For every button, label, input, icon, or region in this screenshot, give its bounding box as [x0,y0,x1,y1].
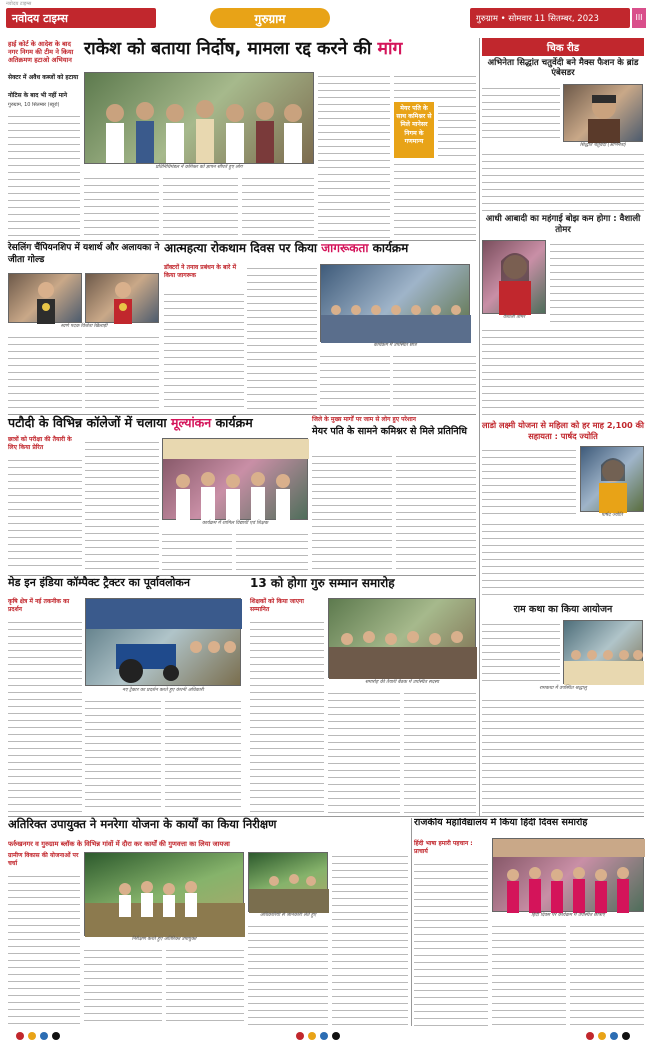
pataudi-caption: कार्यक्रम में शामिल विद्यार्थी एवं शिक्षक [201,521,269,526]
main-photo-illustration [85,73,315,165]
main-callout: मेयर पति के साथ कमिश्नर से मिले मानेसर निगम के गणमान्य [394,102,434,158]
date-line: गुरुग्राम • सोमवार 11 सितम्बर, 2023 [470,8,630,28]
divider-2 [8,414,476,415]
sidebar-divider [479,38,480,816]
suicide-photo-1 [320,264,470,342]
sidebar-story3-body-2 [482,520,644,600]
sidebar-story4-body-1 [482,620,560,684]
divider-1 [8,240,476,241]
left-top-body [8,112,80,238]
tractor-headline: मेड इन इंडिया कॉम्पैक्ट ट्रैक्टर का पूर्वावलोकन [8,576,190,589]
divider-3 [8,575,476,576]
pataudi-col3 [162,530,232,572]
sidebar-story2-head: आधी आबादी का महंगाई बोझ कम होगा : वैशाली तोमर [485,214,641,235]
sidebar-story4-photo [563,620,643,684]
main-photo [84,72,314,164]
mnrega-headline: अतिरिक्त उपायुक्त ने मनरेगा योजना के कार्यों का किया निरीक्षण [8,817,277,831]
suicide-headline-a: आत्महत्या रोकथाम दिवस पर किया [164,241,322,255]
hindi-col1 [414,860,488,1026]
guru-col2 [328,689,400,813]
suicide-sub: डॉक्टरों ने तनाव प्रबंधन के बारे में किया जागरूक [164,264,237,279]
guru-col1 [250,618,324,813]
sports-photo-1 [8,273,82,323]
suicide-col3 [320,352,390,412]
sidebar-story3-caption: पार्षद ज्योति [601,513,623,518]
hindi-photo [492,838,644,912]
main-col5-top [394,72,476,100]
pataudi-headline-a: पटौदी के विभिन्न कॉलेजों में चलाया [8,415,171,430]
masthead [0,0,650,34]
main-col5-bottom [394,160,476,238]
sidebar-story4-body-2 [482,696,644,813]
sports-col1 [8,333,82,411]
guru-col3 [404,689,476,813]
mnrega-photo-1 [84,852,244,936]
tractor-photo-illustration [86,599,242,687]
mnrega-subline: फर्रुखनगर व गुरुग्राम ब्लॉक के विभिन्न गांवों में दौरा कर कार्यों की गुणवत्ता का लिया जायजा [8,838,408,850]
main-col2 [163,174,238,238]
traffic-col2 [396,452,476,572]
hindi-col2 [492,922,566,1026]
paper-name: नवोदय टाइम्स [6,8,156,28]
tractor-col3 [165,697,241,813]
hindi-caption: हिंदी दिवस पर कार्यक्रम में उपस्थित छात्राएं [531,913,605,918]
mnrega-photo-2-illustration [249,853,329,913]
tractor-sub: कृषि क्षेत्र में नई तकनीक का प्रदर्शन [8,598,70,613]
sidebar-story2-body-2 [482,326,644,418]
mnrega-col1 [8,872,80,1026]
mnrega-col5 [332,852,408,1026]
sports-caption: स्वर्ण पदक विजेता खिलाड़ी [60,324,108,329]
main-headline-a: राकेश को बताया निर्दोष, मामला रद्द करने की [84,39,378,59]
registration-marks [0,1028,650,1043]
main-col4 [318,72,390,238]
suicide-caption-1: कार्यक्रम में उपस्थित छात्र [373,343,417,348]
top-small: नवोदय टाइम्स [6,1,32,7]
sports-col2 [85,333,159,411]
footer-strip [0,1028,650,1043]
pataudi-sub: छात्रों को परीक्षा की तैयारी के लिए किया प्रेरित [8,436,72,451]
page-number: III [632,8,646,28]
sidebar-story4-photo-illustration [564,621,644,685]
mnrega-col2 [84,946,162,1026]
traffic-sub: जिले के मुख्य मार्गों पर जाम से लोग हुए परेशान [312,416,416,423]
mnrega-col3 [166,946,244,1026]
sidebar-story3-body-1 [482,446,576,516]
traffic-headline: मेयर पति के सामने कमिश्नर से मिले प्रतिनिधि [312,426,467,437]
suicide-headline-b: जागरूकता [321,241,369,255]
main-col1 [84,174,159,238]
main-photo-caption: प्रतिनिधिमंडल ने कमिश्नर को ज्ञापन सौंपते हुए लोग [155,165,243,170]
suicide-headline [164,242,476,262]
mnrega-caption-2: अधिकारियों से जानकारी लेते हुए [259,913,317,918]
guru-photo [328,598,476,678]
tractor-caption: नए ट्रैक्टर का प्रदर्शन करते हुए कंपनी अधिकारी [122,688,204,693]
suicide-col2 [247,264,317,412]
left-top-sub1: सेक्टर में अवैध कब्जों को हटाया [8,74,79,81]
sidebar-story4-caption: रामकथा में उपस्थित श्रद्धालु [539,686,587,691]
sports-photo-2 [85,273,159,323]
sidebar-story2-body-1 [550,240,644,324]
left-top-dateline: गुरुग्राम, 10 सितम्बर (ब्यूरो) [8,102,60,108]
pataudi-headline-b: मूल्यांकन [171,415,212,430]
sidebar-story2-photo-illustration [483,241,547,315]
main-headline-b: मांग [377,39,403,59]
guru-photo-illustration [329,599,477,679]
section-badge: गुरुग्राम [210,8,330,28]
sidebar-story1-photo-illustration [564,85,644,143]
tractor-col2 [85,697,161,813]
left-top-headline: हाई कोर्ट के आदेश के बाद नगर निगम की टीम ने किया अतिक्रमण हटाओ अभियान [8,40,74,64]
left-top-sub2: नोटिस के बाद भी नहीं माने [8,92,68,99]
sidebar-story1-photo [563,84,643,142]
tractor-col1 [8,618,82,813]
pataudi-headline [8,416,308,436]
guru-headline: 13 को होगा गुरु सम्मान समारोह [250,576,395,590]
pataudi-col4 [236,530,308,572]
sidebar-story3-photo [580,446,644,512]
hindi-sub: हिंदी भाषा हमारी पहचान : प्राचार्य [414,840,473,855]
sidebar-story4-head: राम कथा का किया आयोजन [513,604,613,615]
hindi-headline: राजकीय महाविद्यालय में किया हिंदी दिवस समारोह [414,818,588,828]
sidebar-story2-photo [482,240,546,314]
mnrega-caption-1: निरीक्षण करते हुए अतिरिक्त उपायुक्त [131,937,197,942]
sidebar-story1-body-2 [482,150,644,212]
sidebar-story1-head: अभिनेता सिद्धांत चतुर्वेदी बने मैक्स फैशन के ब्रांड एंबेसडर [487,58,639,78]
pataudi-col2 [85,438,159,572]
main-headline [84,40,476,70]
sidebar-story3-head: लाडो लक्ष्मी योजना से महिला को हर माह 2,100 की सहायता : पार्षद ज्योति [482,420,644,441]
sidebar-tag: चिक रीड [482,38,644,56]
sports-headline: रेसलिंग चैंपियनशिप में यशार्थ और अलायका ने जीता गोल्ड [8,243,160,265]
mnrega-col4 [248,922,328,1026]
hindi-photo-illustration [493,839,645,913]
pataudi-headline-c: कार्यक्रम [211,415,253,430]
guru-caption: समारोह की तैयारी बैठक में उपस्थित सदस्य [365,680,439,685]
suicide-headline-c: कार्यक्रम [368,241,409,255]
tractor-photo [85,598,241,686]
guru-sub: शिक्षकों को किया जाएगा सम्मानित [250,598,304,613]
mnrega-photo-1-illustration [85,853,245,937]
pataudi-col1 [8,456,82,572]
sidebar-story1-body-1 [482,84,560,140]
suicide-photo-1-illustration [321,265,471,343]
suicide-col1 [164,290,244,412]
divider-4 [8,816,644,817]
hindi-col3 [570,922,644,1026]
pataudi-photo-illustration [163,439,309,521]
traffic-col1 [312,452,392,572]
main-col3 [242,174,314,238]
sidebar-story2-caption: वैशाली तोमर [503,315,525,320]
divider-5 [411,818,412,1026]
sidebar-story3-photo-illustration [581,447,645,513]
sidebar-story1-caption: सिद्धांत चतुर्वेदी (अभिनेता) [579,143,627,148]
pataudi-photo [162,438,308,520]
sports-photo-1-illustration [9,274,83,324]
mnrega-photo-2 [248,852,328,912]
main-col5-right [438,102,476,158]
mnrega-sub: ग्रामीण विकास की योजनाओं पर चर्चा [8,852,79,867]
suicide-col4 [393,352,476,412]
sports-photo-2-illustration [86,274,160,324]
